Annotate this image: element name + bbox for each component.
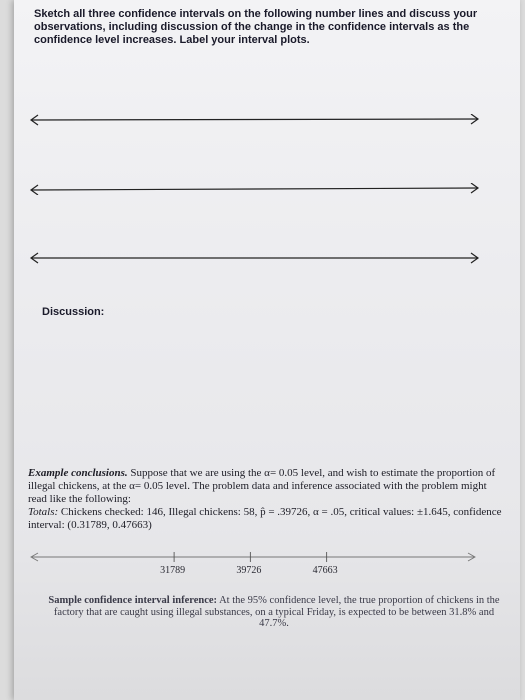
- tick-label-estimate: 39726: [236, 565, 262, 576]
- totals-text: Chickens checked: 146, Illegal chickens: 58, p̂ = .39726, α = .05, critical values: ±1.645, confidence interval: (0.31789, 0.47663): [28, 506, 502, 531]
- number-line-3: [28, 252, 482, 264]
- sample-inference: [44, 595, 504, 630]
- totals-label: Totals:: [28, 506, 59, 518]
- sample-inference-label: Sample confidence interval inference:: [48, 595, 218, 606]
- worksheet-page: [14, 0, 520, 700]
- discussion-label: Discussion:: [42, 306, 105, 318]
- example-conclusions: [28, 467, 504, 532]
- sample-inference-text: At the 95% confidence level, the true proportion of chickens in the factory that are caught using illegal substances, on a typical Friday, is expected to be between 31.8% and 47.7%.: [53, 595, 500, 629]
- example-text: Suppose that we are using the α= 0.05 level, and wish to estimate the proportion of illegal chickens, at the α= 0.05 level. The problem data and inference associated with the problem might read like the following:: [28, 467, 496, 505]
- tick-label-lower: 31789: [160, 565, 186, 576]
- number-line-1: [28, 114, 482, 126]
- number-line-2: [28, 183, 482, 195]
- example-number-line: [28, 545, 478, 579]
- instructions-text: Sketch all three confidence intervals on the following number lines and discuss your observations, including discussion of the change in the confidence intervals as the confidence level increases. Label your interval plots.: [34, 8, 478, 46]
- tick-label-upper: 47663: [312, 565, 338, 576]
- example-lead: Example conclusions.: [28, 467, 128, 479]
